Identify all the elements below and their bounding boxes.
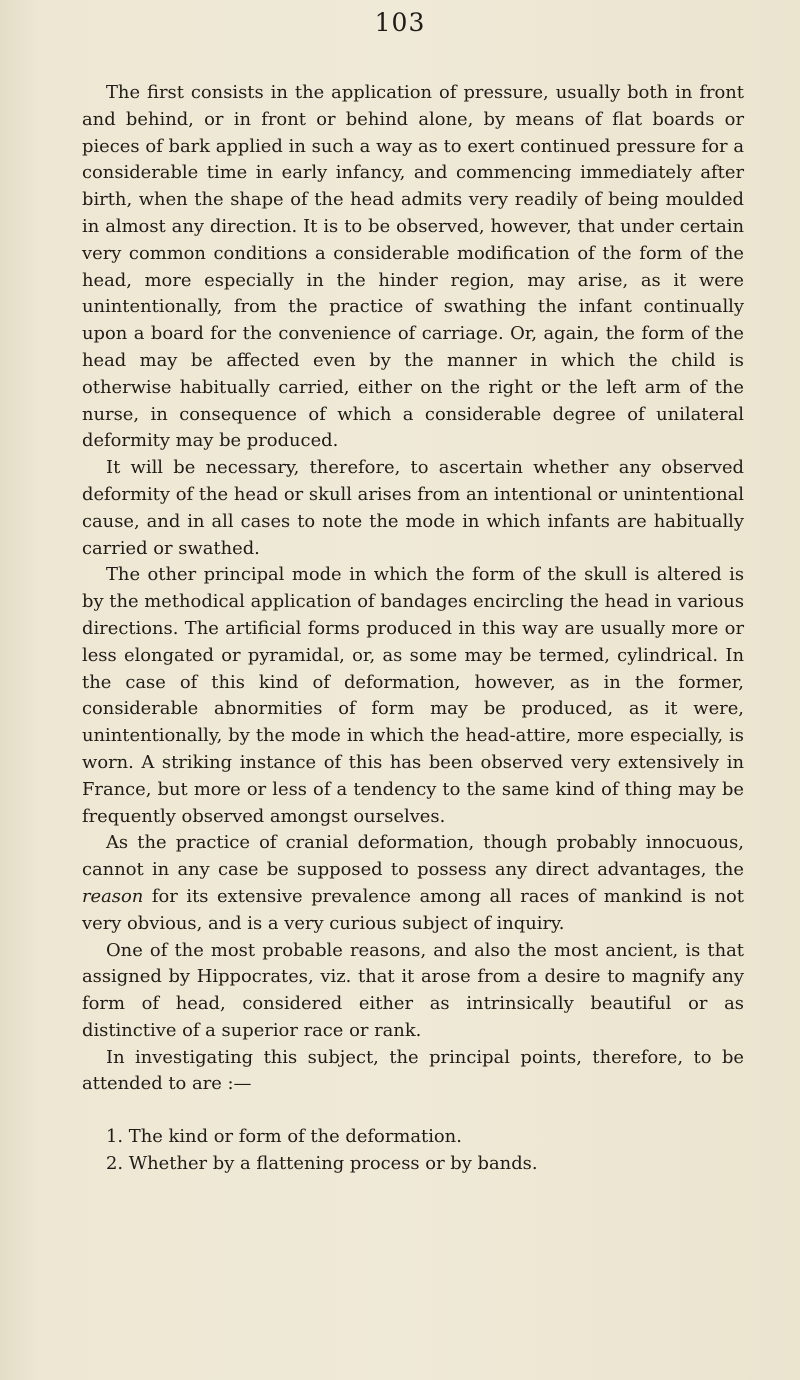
points-list: [82, 1124, 744, 1178]
list-item: 1. The kind or form of the deformation.: [106, 1126, 462, 1148]
paragraph-investigating: In investigating this subject, the principal points, therefore, to be attended to are :—: [82, 1046, 744, 1095]
paragraph-hippocrates: One of the most probable reasons, and also the most ancient, is that assigned by Hippocrates, viz. that it arose from a desire to magnify any form of head, considered either as intrinsically beautiful or as distinctive of a superior race or rank.: [82, 939, 744, 1041]
body-text: [82, 80, 744, 1178]
page-number: 103: [374, 8, 426, 37]
paragraph-bandages: The other principal mode in which the form of the skull is altered is by the methodical application of bandages encircling the head in various directions. The artificial forms produced in this way are usually more or less elongated or pyramidal, or, as some may be termed, cylindrical. In the case of this kind of deformation, however, as in the former, considerable abnormities of form may be produced, as it were, unintentionally, by the mode in which the head-attire, more especially, is worn. A striking instance of this has been observed very extensively in France, but more or less of a tendency to the same kind of thing may be frequently observed amongst ourselves.: [82, 564, 744, 827]
reason-emphasis: reason: [82, 885, 144, 907]
list-item: 2. Whether by a flattening process or by bands.: [106, 1153, 538, 1175]
paragraph-pressure: The first consists in the application of pressure, usually both in front and behind, or in front or behind alone, by means of flat boards or pieces of bark applied in such a way as to exert continued pressure for a considerable time in early infancy, and commencing immediately after birth, when the shape of the head admits very readily of being moulded in almost any direction. It is to be observed, however, that under certain very common conditions a considerable modification of the form of the head, more especially in the hinder region, may arise, as it were unintentionally, from the practice of swathing the infant continually upon a board for the convenience of carriage. Or, again, the form of the head may be affected even by the manner in which the child is otherwise habitually carried, either on the right or the left arm of the nurse, in consequence of which a considerable degree of unilateral deformity may be produced.: [82, 82, 744, 452]
paragraph-reason: [82, 830, 744, 937]
paragraph-ascertain: It will be necessary, therefore, to ascertain whether any observed deformity of the head or skull arises from an intentional or unintentional cause, and in all cases to note the mode in which infants are habitually carried or swathed.: [82, 457, 744, 559]
reason-text-before: As the practice of cranial deformation, though probably innocuous, cannot in any case be supposed to possess any direct advantages, the: [82, 832, 744, 881]
reason-text-after: for its extensive prevalence among all races of mankind is not very obvious, and is a very curious subject of inquiry.: [82, 885, 744, 934]
